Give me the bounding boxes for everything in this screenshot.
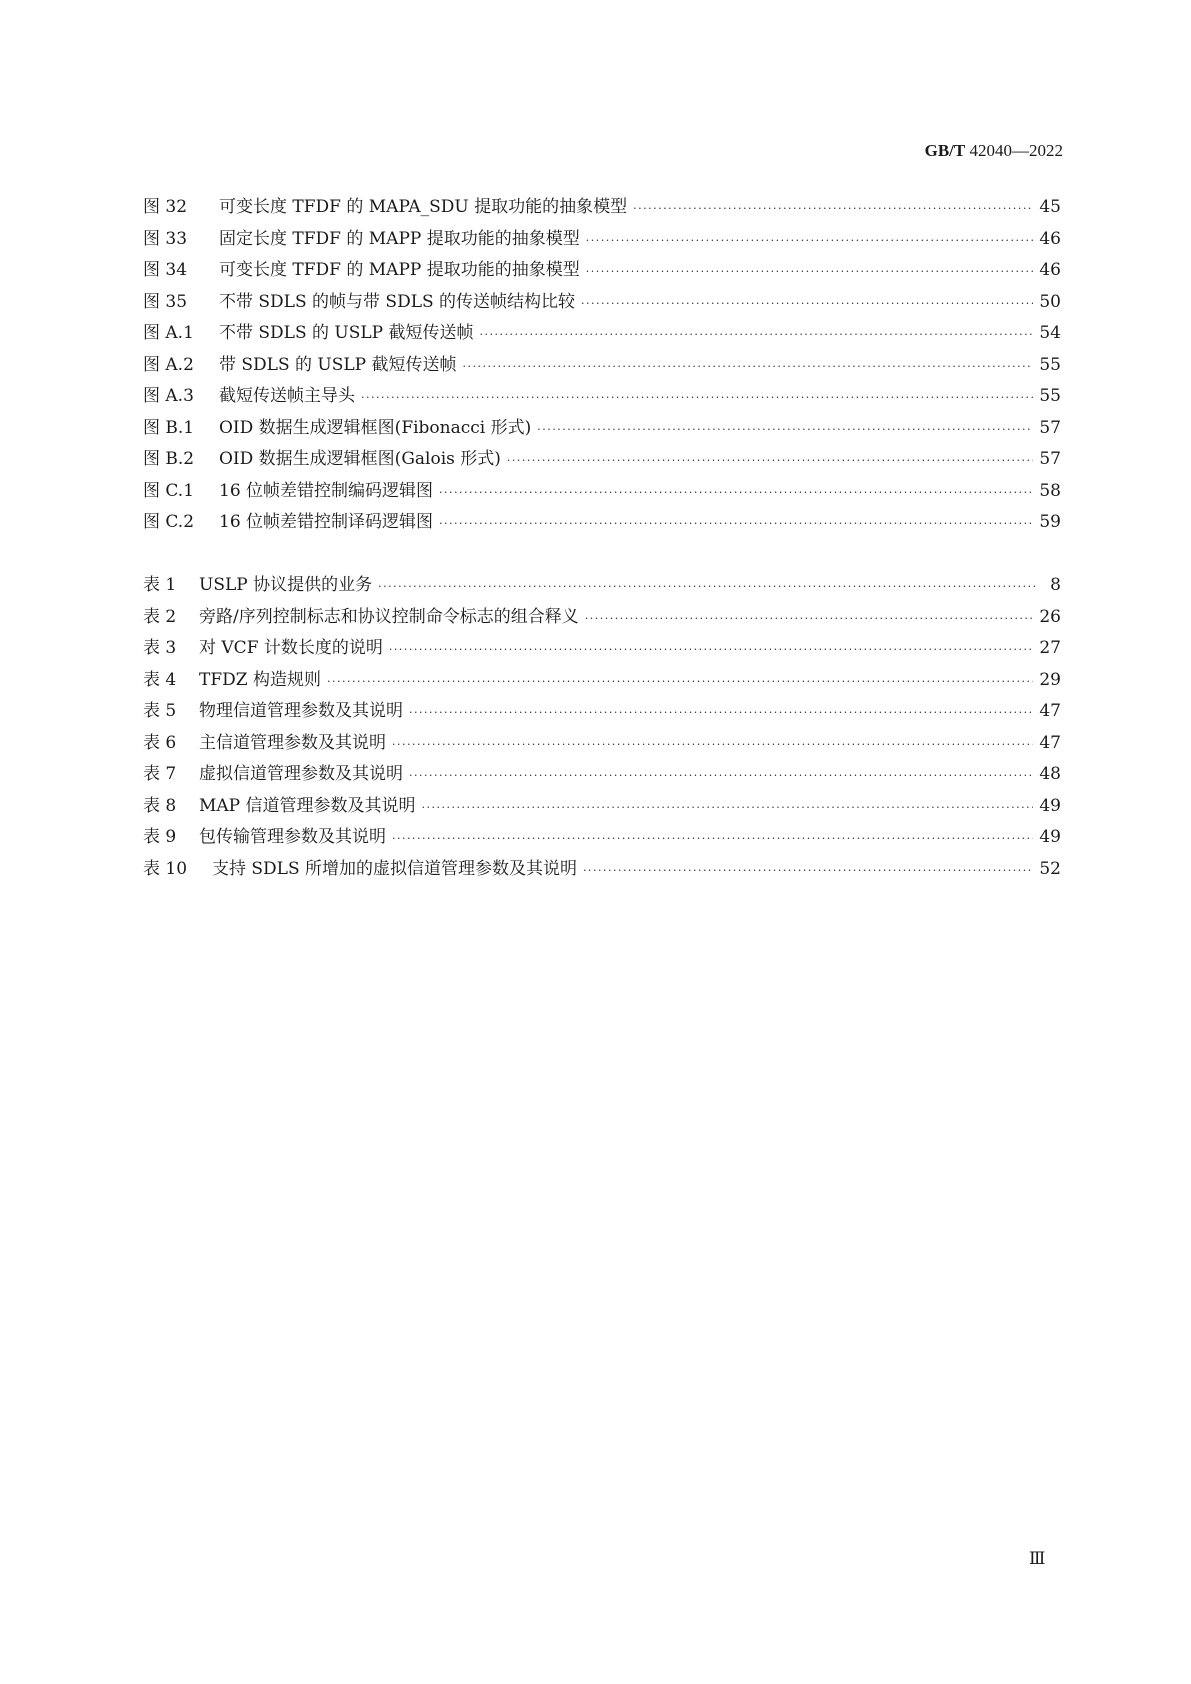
toc-entry[interactable] — [143, 728, 1061, 760]
table-list — [143, 570, 1061, 885]
entry-title: 支持 SDLS 所增加的虚拟信道管理参数及其说明 — [212, 858, 578, 879]
entry-title: 带 SDLS 的 USLP 截短传送帧 — [219, 354, 457, 375]
entry-title: 包传输管理参数及其说明 — [199, 827, 386, 847]
entry-label: 表 5 — [143, 701, 177, 721]
dot-leader — [583, 855, 1033, 887]
toc-entry[interactable] — [143, 350, 1061, 382]
entry-label: 图 32 — [143, 197, 188, 217]
dot-leader — [586, 225, 1034, 257]
entry-label: 表 6 — [143, 732, 177, 753]
dot-leader — [389, 634, 1033, 666]
toc-entry[interactable] — [143, 791, 1061, 823]
entry-title: 可变长度 TFDF 的 MAPP 提取功能的抽象模型 — [219, 260, 580, 280]
dot-leader — [409, 760, 1033, 792]
entry-page: 57 — [1039, 417, 1061, 438]
entry-label: 表 10 — [143, 858, 188, 879]
entry-page: 46 — [1039, 260, 1061, 280]
dot-leader — [392, 729, 1033, 761]
entry-title: MAP 信道管理参数及其说明 — [199, 795, 416, 816]
standard-code: GB/T — [924, 141, 966, 160]
dot-leader — [409, 697, 1033, 729]
entry-label: 图 C.2 — [143, 512, 195, 532]
entry-label: 表 1 — [143, 575, 177, 595]
toc-entry[interactable] — [143, 822, 1061, 854]
toc-entry[interactable] — [143, 696, 1061, 728]
entry-page: 55 — [1039, 354, 1061, 375]
entry-page: 49 — [1039, 795, 1061, 816]
entry-label: 图 33 — [143, 228, 188, 249]
entry-label: 表 3 — [143, 638, 177, 658]
entry-page: 48 — [1039, 764, 1061, 784]
figure-list — [143, 192, 1061, 539]
entry-page: 47 — [1039, 701, 1061, 721]
toc-entry[interactable] — [143, 854, 1061, 886]
entry-title: 对 VCF 计数长度的说明 — [199, 638, 383, 658]
entry-page: 8 — [1050, 575, 1061, 595]
standard-number: 42040—2022 — [969, 141, 1063, 160]
toc-entry[interactable] — [143, 602, 1061, 634]
dot-leader — [581, 288, 1033, 320]
entry-title: OID 数据生成逻辑框图(Fibonacci 形式) — [219, 417, 532, 438]
entry-title: 虚拟信道管理参数及其说明 — [199, 764, 403, 784]
toc-entry[interactable] — [143, 224, 1061, 256]
toc-entry[interactable] — [143, 570, 1061, 602]
dot-leader — [439, 477, 1033, 509]
entry-label: 图 35 — [143, 291, 188, 312]
toc-entry[interactable] — [143, 633, 1061, 665]
dot-leader — [392, 823, 1033, 855]
dot-leader — [585, 603, 1034, 635]
page-number: Ⅲ — [1029, 1549, 1046, 1568]
entry-label: 图 A.2 — [143, 354, 194, 375]
toc-entry[interactable] — [143, 476, 1061, 508]
entry-title: 固定长度 TFDF 的 MAPP 提取功能的抽象模型 — [219, 228, 580, 249]
entry-label: 表 7 — [143, 764, 177, 784]
toc-entry[interactable] — [143, 444, 1061, 476]
dot-leader — [422, 792, 1034, 824]
toc-entry[interactable] — [143, 665, 1061, 697]
dot-leader — [378, 571, 1037, 603]
dot-leader — [439, 508, 1033, 540]
entry-title: 可变长度 TFDF 的 MAPA_SDU 提取功能的抽象模型 — [219, 197, 628, 217]
toc-entry[interactable] — [143, 381, 1061, 413]
toc-entry[interactable] — [143, 413, 1061, 445]
entry-page: 26 — [1039, 606, 1061, 627]
dot-leader — [361, 382, 1033, 414]
entry-page: 49 — [1039, 827, 1061, 847]
entry-title: 截短传送帧主导头 — [219, 386, 355, 406]
entry-page: 47 — [1039, 732, 1061, 753]
entry-title: 16 位帧差错控制译码逻辑图 — [219, 512, 434, 532]
entry-page: 50 — [1039, 291, 1061, 312]
entry-title: 物理信道管理参数及其说明 — [199, 701, 403, 721]
entry-label: 图 34 — [143, 260, 188, 280]
toc-entry[interactable] — [143, 759, 1061, 791]
entry-title: 主信道管理参数及其说明 — [199, 732, 386, 753]
standard-header — [925, 141, 1063, 161]
toc-entry[interactable] — [143, 255, 1061, 287]
entry-page: 52 — [1039, 858, 1061, 879]
entry-page: 58 — [1039, 480, 1061, 501]
entry-label: 图 B.1 — [143, 417, 195, 438]
entry-title: 16 位帧差错控制编码逻辑图 — [219, 480, 434, 501]
entry-label: 图 A.1 — [143, 323, 194, 343]
entry-title: OID 数据生成逻辑框图(Galois 形式) — [219, 449, 501, 469]
entry-page: 54 — [1039, 323, 1061, 343]
entry-page: 46 — [1039, 228, 1061, 249]
entry-page: 59 — [1039, 512, 1061, 532]
toc-entry[interactable] — [143, 507, 1061, 539]
entry-label: 图 C.1 — [143, 480, 195, 501]
entry-page: 45 — [1039, 197, 1061, 217]
dot-leader — [537, 414, 1033, 446]
entry-page: 29 — [1039, 669, 1061, 690]
entry-title: 不带 SDLS 的帧与带 SDLS 的传送帧结构比较 — [219, 291, 576, 312]
entry-label: 图 A.3 — [143, 386, 194, 406]
dot-leader — [586, 256, 1034, 288]
entry-label: 表 8 — [143, 795, 177, 816]
entry-label: 表 9 — [143, 827, 177, 847]
entry-page: 27 — [1039, 638, 1061, 658]
entry-title: TFDZ 构造规则 — [199, 669, 321, 690]
entry-title: 不带 SDLS 的 USLP 截短传送帧 — [219, 323, 474, 343]
entry-title: 旁路/序列控制标志和协议控制命令标志的组合释义 — [199, 606, 579, 627]
dot-leader — [507, 445, 1033, 477]
entry-label: 表 4 — [143, 669, 177, 690]
entry-label: 表 2 — [143, 606, 177, 627]
dot-leader — [463, 351, 1034, 383]
dot-leader — [327, 666, 1033, 698]
toc-entry[interactable] — [143, 192, 1061, 224]
entry-page: 55 — [1039, 386, 1061, 406]
dot-leader — [480, 319, 1034, 351]
entry-label: 图 B.2 — [143, 449, 195, 469]
entry-page: 57 — [1039, 449, 1061, 469]
dot-leader — [633, 193, 1033, 225]
toc-entry[interactable] — [143, 287, 1061, 319]
entry-title: USLP 协议提供的业务 — [199, 575, 373, 595]
toc-entry[interactable] — [143, 318, 1061, 350]
